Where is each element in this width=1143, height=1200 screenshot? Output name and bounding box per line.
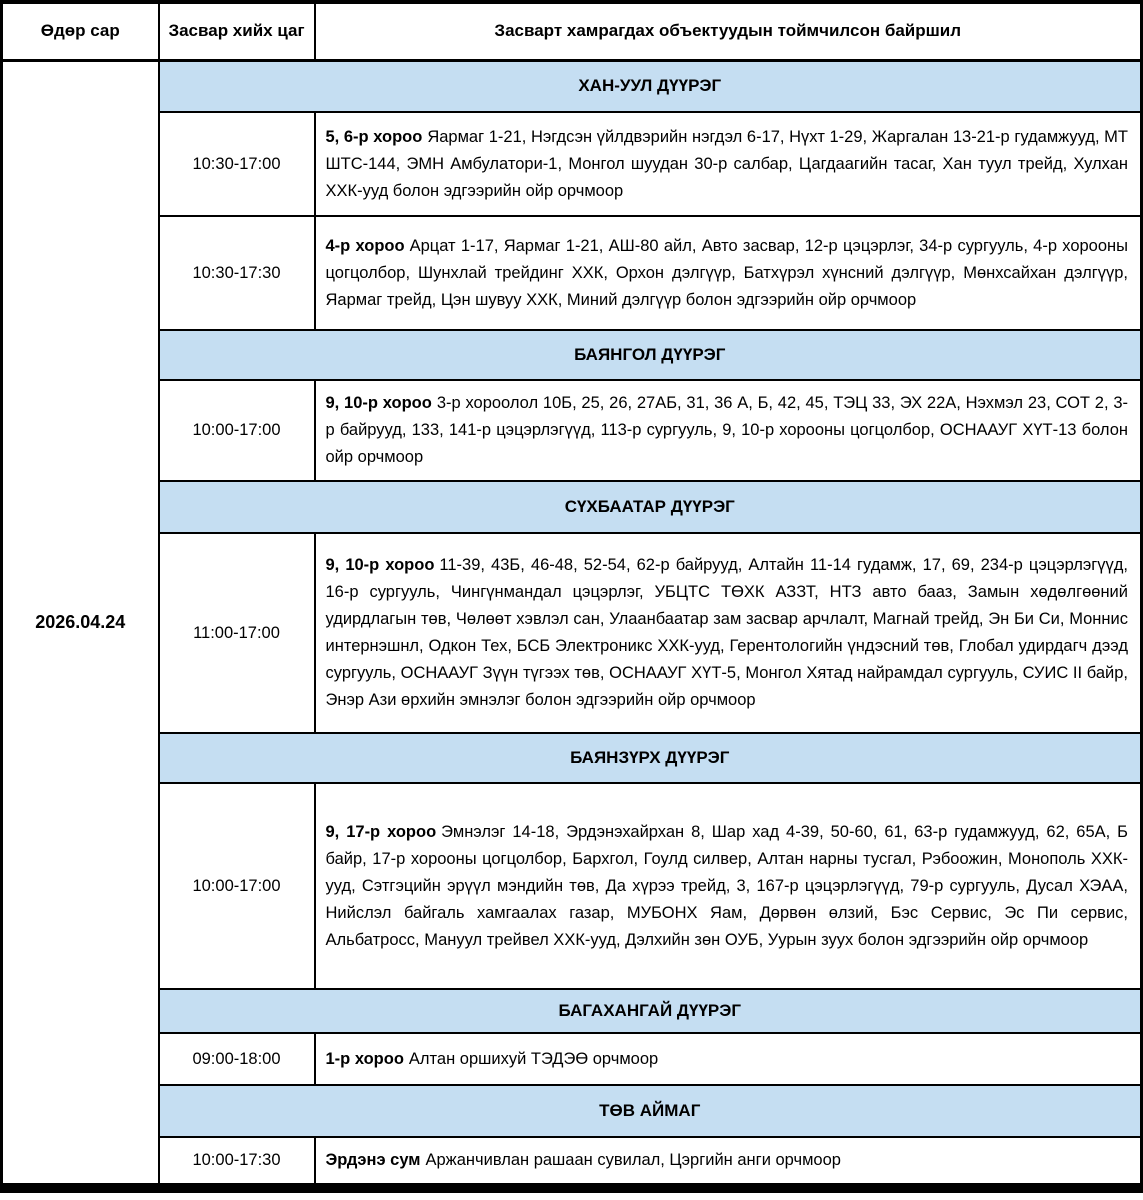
section-row xyxy=(2,733,1142,783)
table-body xyxy=(2,60,1142,1188)
location-text: Аржанчивлан рашаан сувилал, Цэргийн анги орчмоор xyxy=(425,1151,841,1169)
district-header-khan-uul: ХАН-УУЛ ДҮҮРЭГ xyxy=(159,60,1142,112)
table-row xyxy=(2,533,1142,733)
repair-time: 11:00-17:00 xyxy=(159,533,315,733)
district-header-tuv-aimag: ТӨВ АЙМАГ xyxy=(159,1085,1142,1137)
khoroo-label: 9, 10-р хороо xyxy=(325,394,432,412)
section-row xyxy=(2,481,1142,533)
repair-time: 10:30-17:00 xyxy=(159,112,315,216)
location-description xyxy=(315,216,1142,330)
header-location-column: Засварт хамрагдах объектуудын тоймчилсон байршил xyxy=(315,2,1142,60)
table-header xyxy=(2,2,1142,60)
soum-label: Эрдэнэ сум xyxy=(325,1151,421,1169)
location-description xyxy=(315,112,1142,216)
location-description xyxy=(315,783,1142,989)
khoroo-label: 9, 10-р хороо xyxy=(325,556,435,574)
location-text: Яармаг 1-21, Нэгдсэн үйлдвэрийн нэгдэл 6-17, Нүхт 1-29, Жаргалан 13-21-р гудамжууд, МТ ШТС-144, ЭМН Амбулатори-1, Монгол шуудан 30-р салбар, Цагдаагийн тасаг, Хан туул трейд, Хулхан ХХК-ууд болон эдгээрийн ойр орчмоор xyxy=(325,127,1128,200)
district-header-bagakhangai: БАГАХАНГАЙ ДҮҮРЭГ xyxy=(159,989,1142,1033)
table-row xyxy=(2,1137,1142,1188)
repair-time: 10:00-17:00 xyxy=(159,380,315,481)
header-row xyxy=(2,2,1142,60)
khoroo-label: 9, 17-р хороо xyxy=(325,822,437,841)
header-date-column: Өдөр сар xyxy=(2,2,159,60)
location-description xyxy=(315,533,1142,733)
khoroo-label: 1-р хороо xyxy=(325,1049,404,1068)
location-text: Алтан оршихуй ТЭДЭӨ орчмоор xyxy=(408,1049,659,1068)
table-row xyxy=(2,112,1142,216)
table-row xyxy=(2,216,1142,330)
location-text: 11-39, 43Б, 46-48, 52-54, 62-р байрууд, Алтайн 11-14 гудамж, 17, 69, 234-р цэцэрлэгүүд, 16-р сургууль, Чингүнмандал цэцэрлэг, УБЦТС ТӨХК АЗЗТ, НТЗ авто бааз, Замын хөдөлгөөний удирдлагын төв, Чөлөөт хэвлэл сан, Улаанбаатар зам засвар арчлалт, Магнай трейд, Эн Би Си, Моннис интернэшнл, Одкон Тех, БСБ Электроникс ХХК-ууд, Герентологийн үндэсний төв, Глобал удирдагч дээд сургууль, ОСНААУГ Зүүн түгээх төв, ОСНААУГ ХҮТ-5, Монгол Хятад найрамдал сургууль, СУИС II байр, Энэр Ази өрхийн эмнэлэг болон эдгээрийн ойр орчмоор xyxy=(325,556,1129,709)
district-header-bayangol: БАЯНГОЛ ДҮҮРЭГ xyxy=(159,330,1142,380)
location-description xyxy=(315,1033,1142,1085)
khoroo-label: 5, 6-р хороо xyxy=(325,127,423,146)
location-text: 3-р хороолол 10Б, 25, 26, 27АБ, 31, 36 А, Б, 42, 45, ТЭЦ 33, ЭХ 22А, Нэхмэл 23, СОТ 2, 3-р байрууд, 133, 141-р цэцэрлэгүүд, 113-р сургууль, 9, 10-р хорооны цогцолбор, ОСНААУГ ХҮТ-13 болон ойр орчмоор xyxy=(325,394,1128,466)
section-row xyxy=(2,330,1142,380)
khoroo-label: 4-р хороо xyxy=(325,236,405,255)
location-text: Эмнэлэг 14-18, Эрдэнэхайрхан 8, Шар хад 4-39, 50-60, 61, 63-р гудамжууд, 62, 65А, Б байр, 17-р хорооны цогцолбор, Бархгол, Гоулд силвер, Алтан нарны тусгал, Рэбоожин, Монополь ХХК-ууд, Сэтгэцийн эрүүл мэндийн төв, Да хүрээ трейд, 3, 167-р цэцэрлэгүүд, 79-р сургууль, Дусал ХЭАА, Нийслэл байгаль хамгаалах газар, МУБОНХ Яам, Дөрвөн өлзий, Бэс Сервис, Эс Пи сервис, Альбатросс, Мануул трейвел ХХК-ууд, Дэлхийн зөн ОУБ, Уурын зуух болон эдгээрийн ойр орчмоор xyxy=(325,822,1129,949)
table-row xyxy=(2,380,1142,481)
repair-time: 09:00-18:00 xyxy=(159,1033,315,1085)
table-row xyxy=(2,783,1142,989)
header-time-column: Засвар хийх цаг xyxy=(159,2,315,60)
section-row xyxy=(2,60,1142,112)
repair-time: 10:00-17:30 xyxy=(159,1137,315,1188)
repair-time: 10:30-17:30 xyxy=(159,216,315,330)
section-row xyxy=(2,989,1142,1033)
date-cell: 2026.04.24 xyxy=(2,60,159,1188)
table-row xyxy=(2,1033,1142,1085)
location-description xyxy=(315,1137,1142,1188)
section-row xyxy=(2,1085,1142,1137)
district-header-bayanzurkh: БАЯНЗҮРХ ДҮҮРЭГ xyxy=(159,733,1142,783)
district-header-sukhbaatar: СҮХБААТАР ДҮҮРЭГ xyxy=(159,481,1142,533)
repair-time: 10:00-17:00 xyxy=(159,783,315,989)
location-text: Арцат 1-17, Яармаг 1-21, АШ-80 айл, Авто засвар, 12-р цэцэрлэг, 34-р сургууль, 4-р хорооны цогцолбор, Шунхлай трейдинг ХХК, Орхон дэлгүүр, Батхүрэл хүнсний дэлгүүр, Мөнхсайхан дэлгүүр, Яармаг трейд, Цэн шувуу ХХК, Миний дэлгүүр болон эдгээрийн ойр орчмоор xyxy=(325,236,1129,309)
location-description xyxy=(315,380,1142,481)
